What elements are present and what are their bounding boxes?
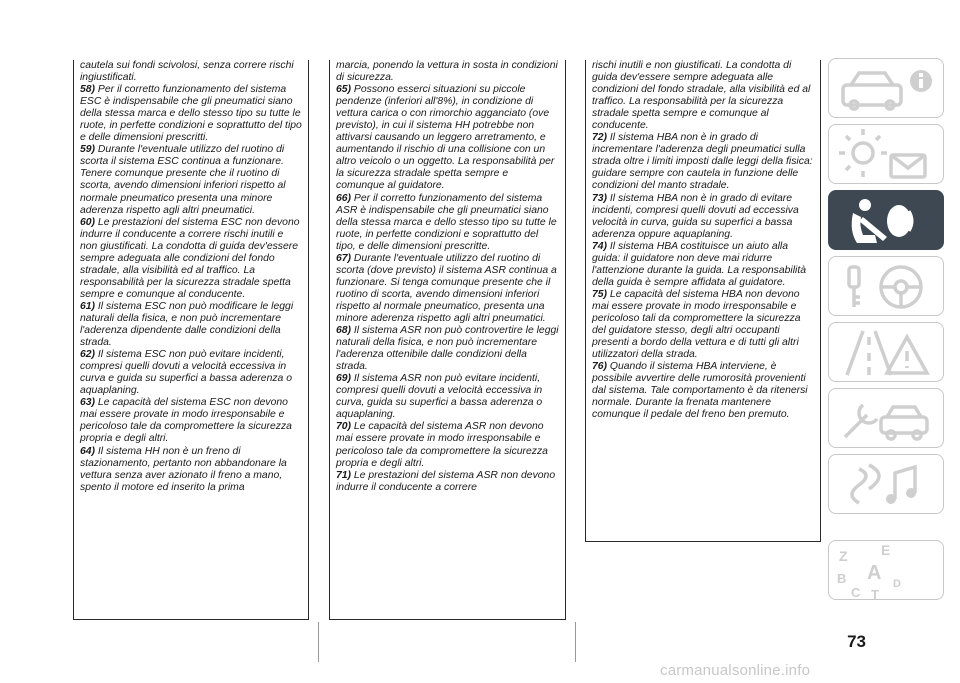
index-letter: E — [881, 542, 891, 558]
note-paragraph — [80, 446, 302, 494]
car-info-icon — [829, 59, 945, 119]
note-text: Per il corretto funzionamento del sistema ASR è indispensabile che gli pneumatici siano della stessa marca e dello stesso tipo su tutte le ruote, in perfette condizioni e soprattutto del tipo, e delle dimensioni prescritte. — [336, 192, 557, 252]
note-text: Quando il sistema HBA interviene, è possibile avvertire delle rumorosità provenienti dal sistema. Tale comportamento è da ritenersi normale. Durante la frenata mantenere comunque il pedale del freno ben premuto. — [592, 361, 808, 421]
column-divider — [575, 622, 576, 662]
tab-maintenance[interactable] — [828, 388, 944, 448]
note-number: 71) — [336, 469, 352, 481]
note-text: Le capacità del sistema ASR non devono mai essere provate in modo irresponsabile e pericoloso tale da compromettere la sicurezza propria e degli altri. — [336, 421, 548, 469]
note-number: 66) — [336, 192, 352, 204]
note-paragraph — [336, 421, 559, 469]
seat-airbag-icon — [829, 191, 945, 251]
note-number: 64) — [80, 445, 96, 457]
alphabetical-index-icon — [829, 541, 945, 601]
index-letter: T — [871, 587, 879, 601]
note-text: Le prestazioni del sistema ESC non devono indurre il conducente a correre rischi inutili e non giustificati. La condotta di guida dev'essere sempre adeguata alle condizioni del fondo stradale, alla visibilità ed al traffico. La responsabilità per la sicurezza stradale spetta sempre e comunque al conducente. — [80, 216, 300, 300]
tab-car-info[interactable] — [828, 58, 944, 118]
note-text: Le prestazioni del sistema ASR non devono indurre il conducente a correre — [336, 469, 556, 493]
column-divider — [318, 622, 319, 662]
note-text: Il sistema ESC non può evitare incidenti, compresi quelli dovuti a velocità eccessiva in curva e guida su superfici a bassa aderenza o aquaplaning. — [80, 349, 292, 397]
tab-starting-driving[interactable] — [828, 256, 944, 316]
road-warning-icon — [829, 323, 945, 383]
note-paragraph — [80, 60, 302, 84]
note-text: Il sistema HH non è un freno di stazionamento, pertanto non abbandonare la vettura senza aver azionato il freno a mano, spento il motore ed inserito la prima — [80, 445, 287, 493]
note-number: 65) — [336, 84, 352, 96]
note-text: cautela sui fondi scivolosi, senza correre rischi ingiustificati. — [80, 60, 294, 84]
note-number: 68) — [336, 325, 352, 337]
note-paragraph — [80, 144, 302, 216]
note-paragraph — [80, 217, 302, 301]
wrench-car-icon — [829, 389, 945, 449]
tab-warning-lights[interactable] — [828, 124, 944, 184]
text-column-3 — [585, 60, 821, 542]
multimedia-icon — [829, 455, 945, 515]
note-paragraph — [336, 253, 559, 325]
note-text: rischi inutili e non giustificati. La condotta di guida dev'essere sempre adeguata alle condizioni del fondo stradale, alla visibilità ed al traffico. La responsabilità per la sicurezza stradale spetta sempre e comunque al conducente. — [592, 60, 811, 132]
note-number: 75) — [592, 288, 608, 300]
note-paragraph — [592, 193, 814, 241]
warning-light-message-icon — [829, 125, 945, 185]
text-column-2 — [329, 60, 566, 620]
note-paragraph — [80, 349, 302, 397]
note-number: 72) — [592, 132, 608, 144]
note-number: 62) — [80, 349, 96, 361]
note-text: Durante l'eventuale utilizzo del ruotino di scorta il sistema ESC continua a funzionare. Tenere comunque presente che il ruotino di scorta, avendo dimensioni inferiori rispetto al normale pneumatico presenta una minore aderenza rispetto agli altri pneumatici. — [80, 144, 286, 216]
text-column-1 — [73, 60, 309, 620]
note-text: marcia, ponendo la vettura in sosta in condizioni di sicurezza. — [336, 60, 558, 84]
tab-safety[interactable] — [828, 190, 944, 250]
index-letter: C — [851, 585, 861, 600]
note-text: Il sistema ESC non può modificare le leggi naturali della fisica, e non può incrementare l'aderenza dipendente dalle condizioni della strada. — [80, 300, 294, 349]
note-number: 59) — [80, 144, 96, 156]
note-number: 70) — [336, 421, 352, 433]
index-letter: Z — [839, 548, 848, 564]
note-number: 69) — [336, 373, 352, 385]
note-paragraph — [336, 470, 559, 494]
note-paragraph — [336, 373, 559, 421]
note-number: 60) — [80, 216, 96, 228]
note-paragraph — [80, 84, 302, 144]
note-paragraph — [80, 397, 302, 445]
watermark: carmanualsonline.info — [660, 662, 811, 679]
note-text: Le capacità del sistema ESC non devono mai essere provate in modo irresponsabile e pericoloso tale da compromettere la sicurezza propria e degli altri. — [80, 397, 292, 445]
note-paragraph — [592, 361, 814, 421]
note-text: Il sistema ASR non può controvertire le leggi naturali della fisica, e non può incrementare l'aderenza ottenibile dalle condizioni della strada. — [336, 325, 559, 373]
note-paragraph — [592, 132, 814, 192]
note-paragraph — [80, 301, 302, 349]
note-number: 74) — [592, 240, 608, 252]
note-text: Le capacità del sistema HBA non devono mai essere provate in modo irresponsabile e pericoloso tali da compromettere la sicurezza del guidatore stesso, degli altri occupanti presenti a bordo della vettura e di tutti gli altri utilizzatori della strada. — [592, 288, 801, 361]
note-text: Il sistema HBA non è in grado di incrementare l'aderenza degli pneumatici sulla strada oltre i limiti imposti dalle leggi della fisica: guidare sempre con cautela in funzione delle condizioni del manto stradale. — [592, 132, 813, 192]
index-letter: A — [867, 562, 882, 584]
note-text: Durante l'eventuale utilizzo del ruotino di scorta (dove previsto) il sistema ASR continua a funzionare. Si tenga comunque presente che il ruotino di scorta, avendo dimensioni inferiori rispetto al normale pneumatico, presenta una minore aderenza rispetto agli altri pneumatici. — [336, 252, 557, 324]
note-text: Possono esserci situazioni su piccole pendenze (inferiori all'8%), in condizione di vettura carica o con rimorchio agganciato (ove previsto), in cui il sistema HH potrebbe non attivarsi causando un leggero arretramento, e aumentando il rischio di una collisione con un altro veicolo o un oggetto. La responsabilità per la sicurezza stradale spetta sempre e comunque al guidatore. — [336, 84, 555, 192]
tab-emergency[interactable] — [828, 322, 944, 382]
note-number: 61) — [80, 300, 96, 312]
note-text: Il sistema ASR non può evitare incidenti, compresi quelli dovuti a velocità eccessiva in curva, guida su superfici a bassa aderenza o aquaplaning. — [336, 373, 543, 421]
note-text: Il sistema HBA non è in grado di evitare incidenti, compresi quelli dovuti ad eccessiva velocità in curva, guida su superfici a bassa aderenza oppure aquaplaning. — [592, 192, 799, 240]
note-paragraph — [592, 60, 814, 132]
index-letter: B — [837, 571, 847, 586]
note-text: Il sistema HBA costituisce un aiuto alla guida: il guidatore non deve mai ridurre l'attenzione durante la guida. La responsabilità della guida è sempre affidata al guidatore. — [592, 240, 806, 288]
note-paragraph — [592, 289, 814, 361]
note-paragraph — [336, 193, 559, 253]
page-number: 73 — [847, 632, 866, 651]
note-text: Per il corretto funzionamento del sistema ESC è indispensabile che gli pneumatici siano della stessa marca e dello stesso tipo su tutte le ruote, in perfette condizioni e soprattutto del tipo e delle dimensioni prescritti. — [80, 84, 302, 144]
note-paragraph — [336, 60, 559, 84]
note-paragraph — [336, 325, 559, 373]
note-paragraph — [336, 84, 559, 192]
note-number: 63) — [80, 397, 96, 409]
note-paragraph — [592, 241, 814, 289]
key-steering-wheel-icon — [829, 257, 945, 317]
note-number: 73) — [592, 192, 608, 204]
note-number: 76) — [592, 361, 608, 373]
note-number: 58) — [80, 84, 96, 96]
note-number: 67) — [336, 252, 352, 264]
index-letter: D — [893, 578, 901, 590]
tab-multimedia[interactable] — [828, 454, 944, 514]
tab-alphabetical-index[interactable] — [828, 540, 944, 600]
